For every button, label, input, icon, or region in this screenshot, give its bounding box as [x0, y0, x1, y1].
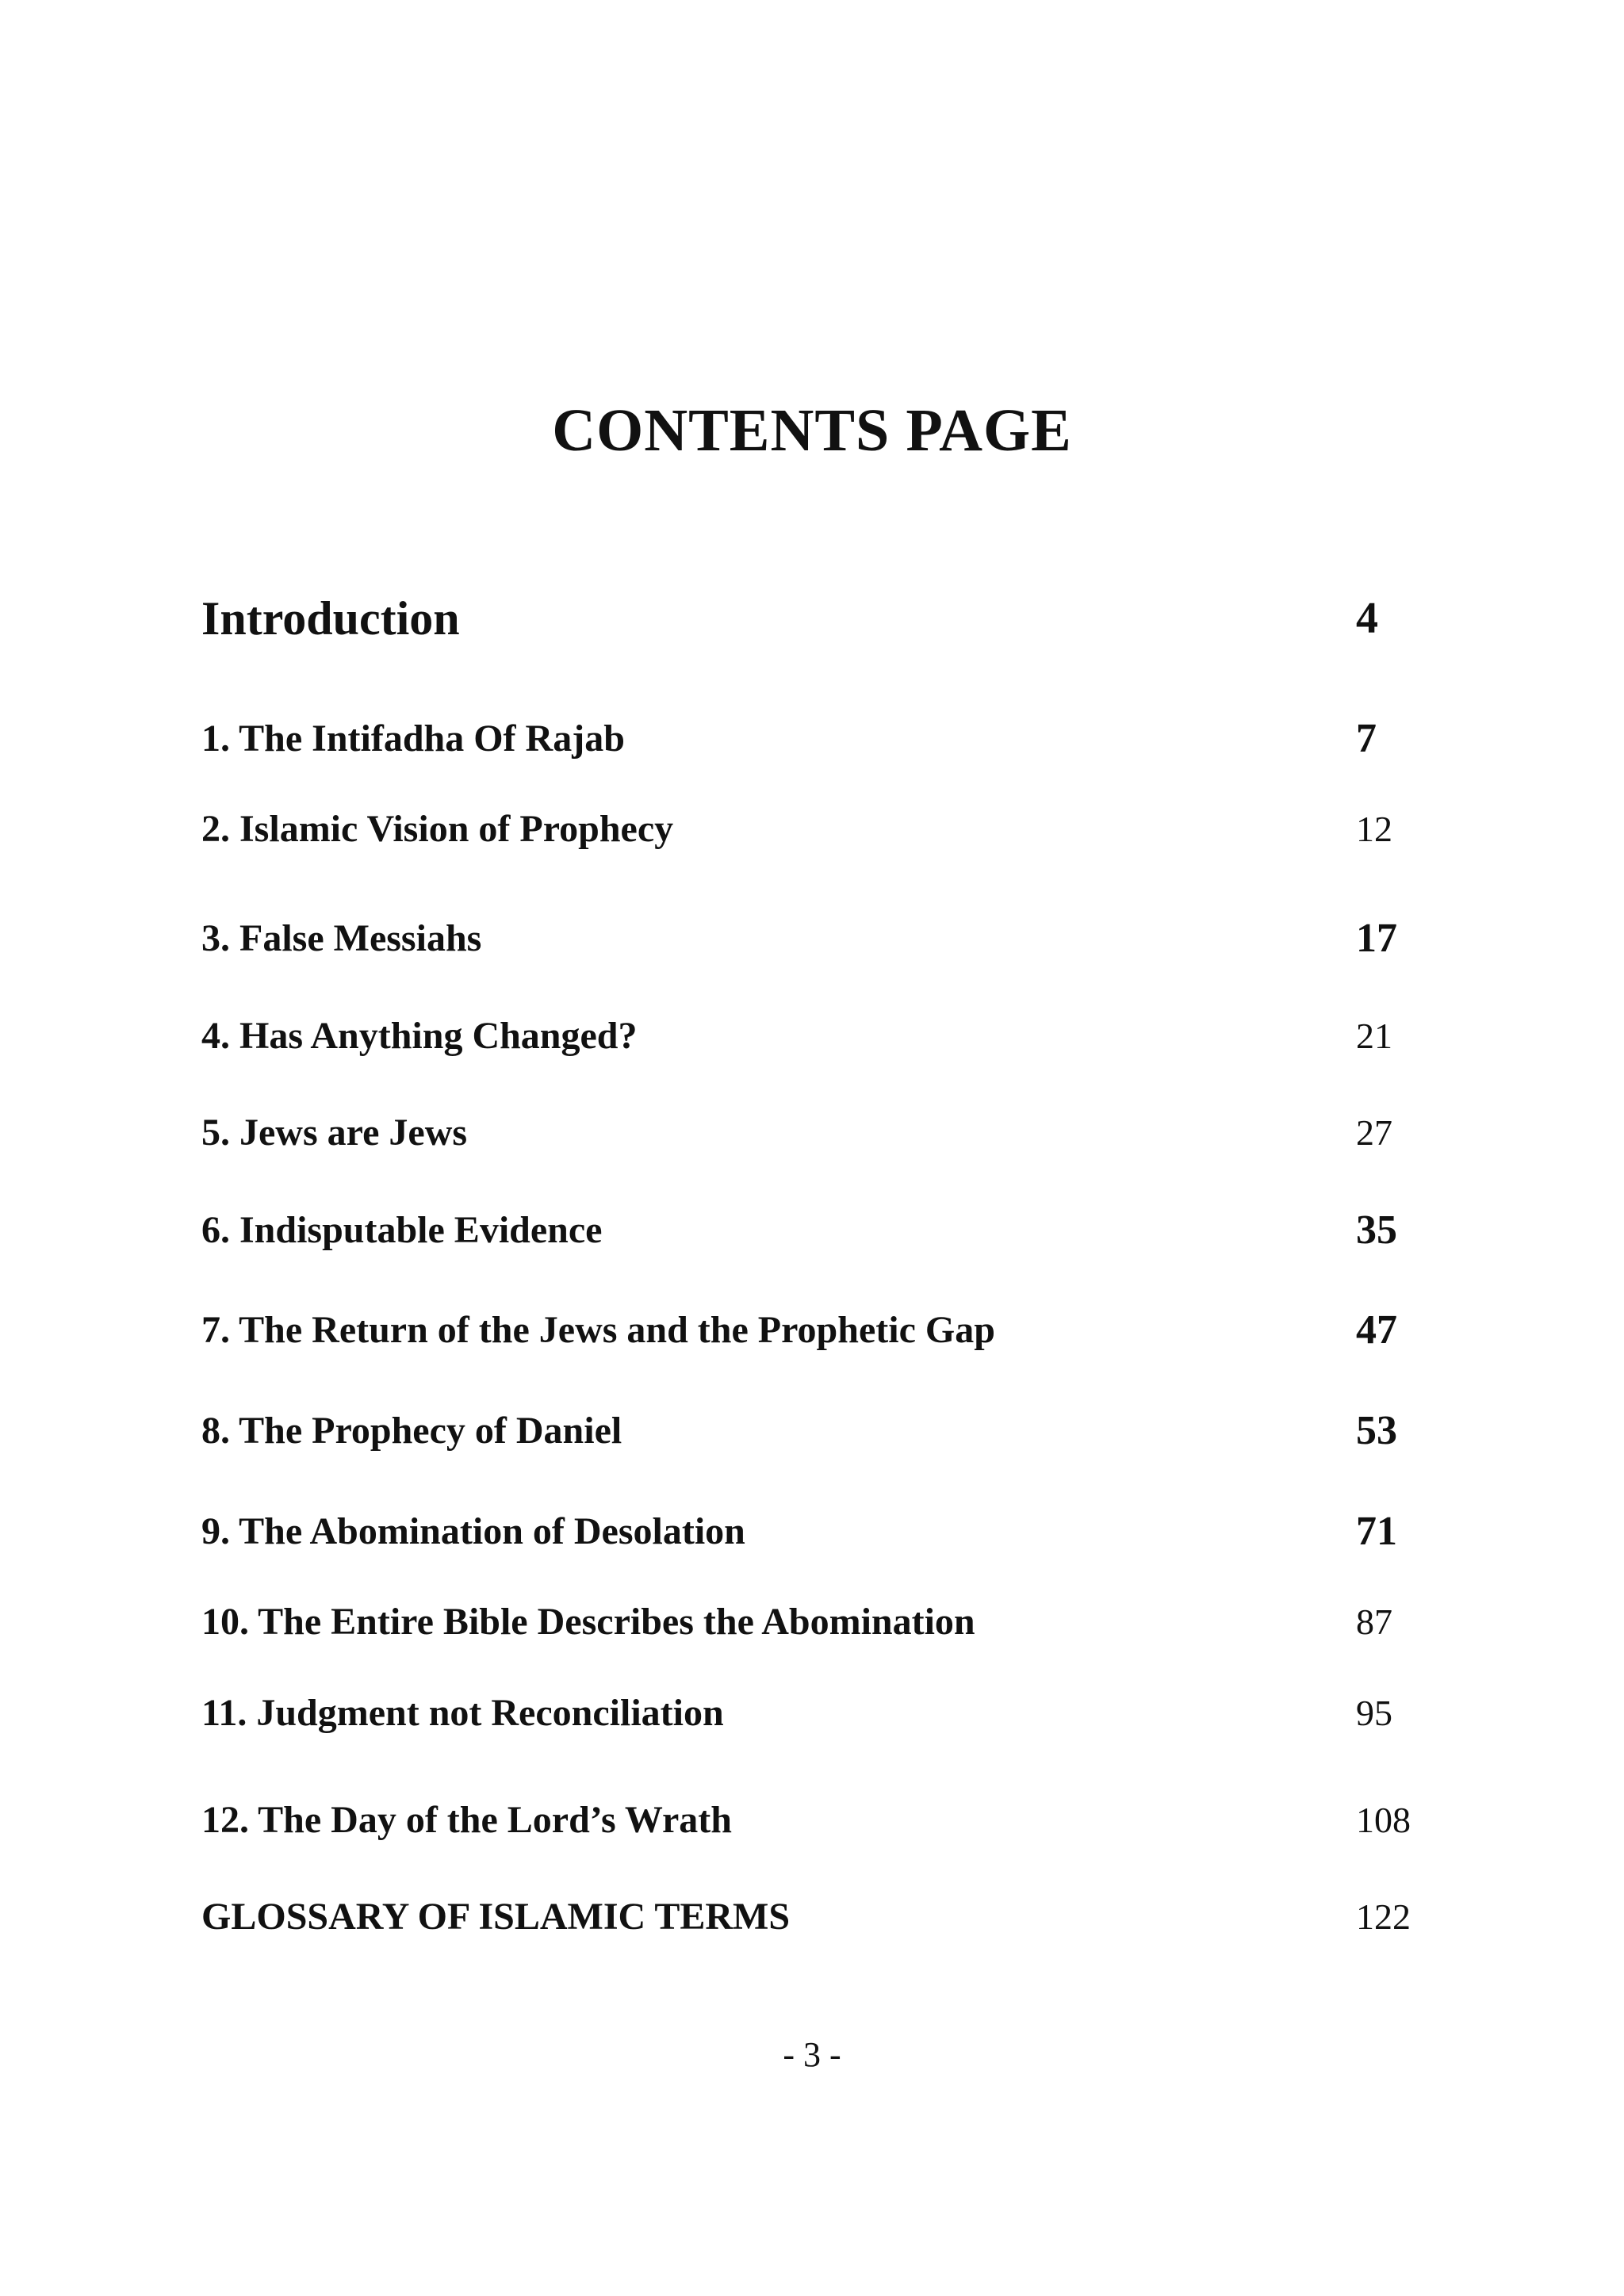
- toc-entry-chapter-7[interactable]: [201, 1303, 1423, 1358]
- toc-entry-page-number: 17: [1356, 916, 1397, 961]
- toc-entry-chapter-1[interactable]: [201, 711, 1423, 767]
- toc-entry-title: 9. The Abomination of Desolation: [201, 1510, 745, 1552]
- toc-entry-page-number: 12: [1356, 809, 1392, 849]
- toc-entry-title: 2. Islamic Vision of Prophecy: [201, 808, 674, 850]
- toc-entry-chapter-9[interactable]: [201, 1504, 1423, 1559]
- toc-entry-page-number: 21: [1356, 1016, 1392, 1056]
- toc-entry-title: 3. False Messiahs: [201, 917, 482, 959]
- toc-entry-chapter-6[interactable]: [201, 1203, 1423, 1258]
- toc-entry-page-number: 71: [1356, 1509, 1397, 1554]
- toc-entry-chapter-3[interactable]: [201, 911, 1423, 966]
- toc-entry-glossary[interactable]: [201, 1889, 1423, 1945]
- page-title: CONTENTS PAGE: [552, 397, 1072, 464]
- toc-entry-page-number: 47: [1356, 1307, 1397, 1353]
- toc-entry-page-number: 4: [1356, 594, 1378, 643]
- toc-entry-chapter-10[interactable]: [201, 1594, 1423, 1650]
- toc-entry-page-number: 7: [1356, 716, 1377, 761]
- page-folio: - 3 -: [783, 2035, 841, 2074]
- toc-entry-page-number: 87: [1356, 1601, 1392, 1642]
- toc-entry-page-number: 122: [1356, 1896, 1411, 1937]
- toc-entry-title: Introduction: [201, 592, 460, 645]
- toc-entry-page-number: 35: [1356, 1207, 1397, 1253]
- toc-entry-title: 5. Jews are Jews: [201, 1112, 468, 1154]
- toc-entry-chapter-4[interactable]: [201, 1008, 1423, 1064]
- toc-entry-page-number: 53: [1356, 1408, 1397, 1453]
- toc-entry-title: GLOSSARY OF ISLAMIC TERMS: [201, 1896, 791, 1938]
- toc-entry-title: 11. Judgment not Reconciliation: [201, 1692, 724, 1734]
- toc-entry-chapter-5[interactable]: [201, 1105, 1423, 1161]
- toc-entry-title: 6. Indisputable Evidence: [201, 1209, 603, 1251]
- toc-entry-title: 12. The Day of the Lord’s Wrath: [201, 1799, 732, 1841]
- toc-entry-page-number: 95: [1356, 1693, 1392, 1733]
- toc-entry-title: 7. The Return of the Jews and the Prophetic Gap: [201, 1309, 995, 1351]
- toc-entry-chapter-11[interactable]: [201, 1686, 1423, 1741]
- toc-entry-chapter-8[interactable]: [201, 1403, 1423, 1459]
- toc-entry-title: 1. The Intifadha Of Rajab: [201, 718, 625, 760]
- toc-entry-title: 8. The Prophecy of Daniel: [201, 1410, 622, 1452]
- toc-entry-chapter-2[interactable]: [201, 802, 1423, 857]
- toc-entry-page-number: 108: [1356, 1800, 1411, 1840]
- toc-entry-title: 4. Has Anything Changed?: [201, 1015, 638, 1057]
- toc-entry-chapter-12[interactable]: [201, 1793, 1423, 1848]
- toc-entry-page-number: 27: [1356, 1112, 1392, 1153]
- toc-entry-title: 10. The Entire Bible Describes the Abomination: [201, 1601, 975, 1643]
- toc-entry-introduction[interactable]: [201, 591, 1423, 646]
